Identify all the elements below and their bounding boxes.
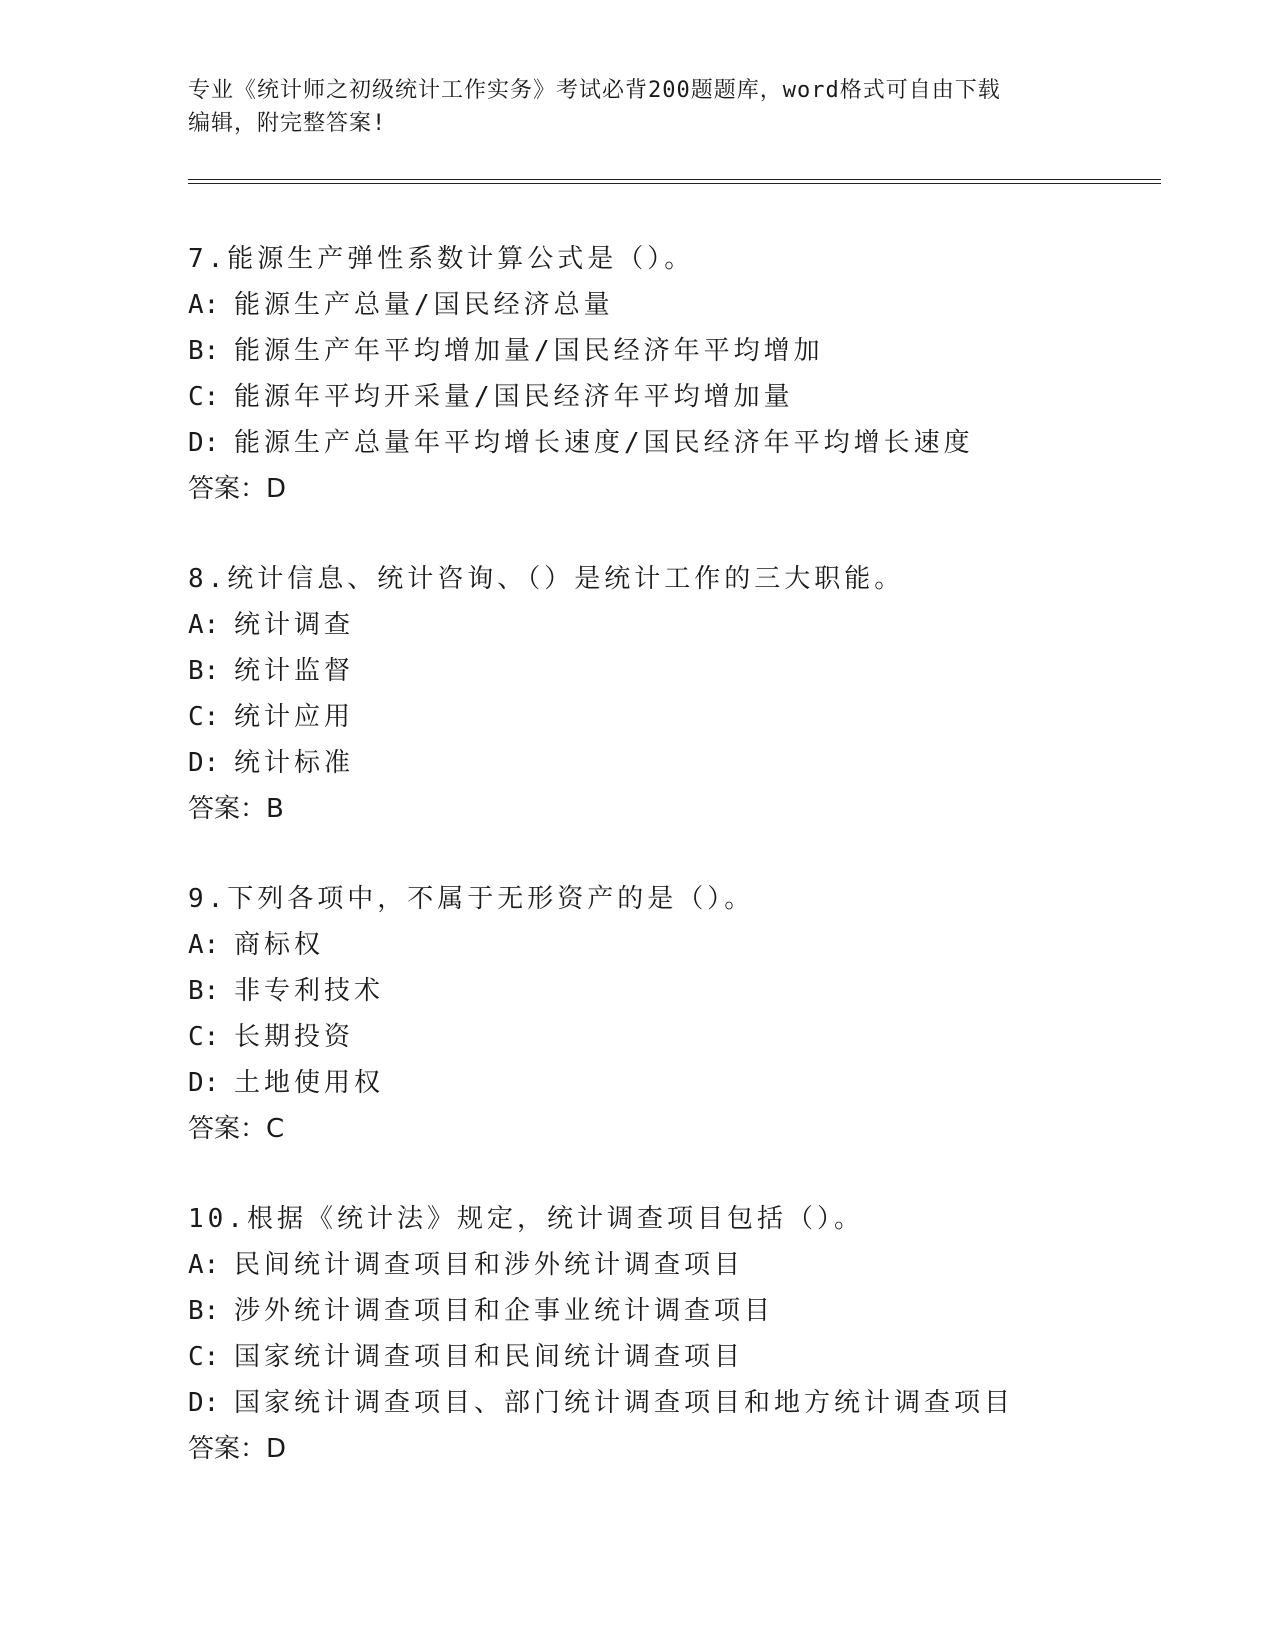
- option-b: [188, 1288, 1168, 1334]
- header-line-2: 编辑，附完整答案!: [188, 111, 387, 136]
- question-stem: 8.统计信息、统计咨询、（）是统计工作的三大职能。: [188, 564, 905, 594]
- option-letter: B:: [188, 1296, 220, 1326]
- question-9: [188, 876, 1168, 1196]
- option-letter: A:: [188, 610, 220, 640]
- question-stem: 9.下列各项中，不属于无形资产的是（）。: [188, 884, 755, 914]
- option-b: [188, 648, 1168, 694]
- answer-label: 答案：D: [188, 1434, 287, 1464]
- question-8: [188, 556, 1168, 876]
- option-letter: B:: [188, 336, 220, 366]
- question-7: [188, 236, 1168, 556]
- answer-label: 答案：C: [188, 1114, 285, 1144]
- question-list: [188, 236, 1168, 1516]
- question-stem: 10.根据《统计法》规定，统计调查项目包括（）。: [188, 1204, 864, 1234]
- option-c: [188, 1014, 1168, 1060]
- answer-label: 答案：D: [188, 474, 287, 504]
- answer-label: 答案：B: [188, 794, 284, 824]
- option-c: [188, 1334, 1168, 1380]
- option-a: [188, 602, 1168, 648]
- header-divider-bottom: [188, 183, 1161, 184]
- option-a: [188, 922, 1168, 968]
- option-letter: B:: [188, 976, 220, 1006]
- option-letter: A:: [188, 930, 220, 960]
- option-a: [188, 282, 1168, 328]
- option-letter: C:: [188, 382, 220, 412]
- header-line-1: 专业《统计师之初级统计工作实务》考试必背200题题库，word格式可自由下载: [188, 78, 1001, 103]
- option-c: [188, 694, 1168, 740]
- option-letter: B:: [188, 656, 220, 686]
- option-letter: A:: [188, 1250, 220, 1280]
- option-letter: D:: [188, 1068, 220, 1098]
- document-header: [188, 74, 1088, 140]
- option-letter: D:: [188, 1388, 220, 1418]
- option-d: [188, 740, 1168, 786]
- option-letter: A:: [188, 290, 220, 320]
- option-text: 统计调查: [234, 610, 355, 640]
- option-text: 统计标准: [234, 748, 355, 778]
- option-b: [188, 328, 1168, 374]
- option-text: 商标权: [234, 930, 325, 960]
- option-text: 统计应用: [234, 702, 355, 732]
- option-letter: C:: [188, 1022, 220, 1052]
- option-letter: D:: [188, 428, 220, 458]
- option-letter: C:: [188, 702, 220, 732]
- option-d: [188, 1060, 1168, 1106]
- option-d: [188, 420, 1168, 466]
- question-10: [188, 1196, 1168, 1516]
- option-b: [188, 968, 1168, 1014]
- option-text: 能源年平均开采量/国民经济年平均增加量: [234, 382, 794, 412]
- option-text: 统计监督: [234, 656, 355, 686]
- option-text: 能源生产总量/国民经济总量: [234, 290, 614, 320]
- option-a: [188, 1242, 1168, 1288]
- option-text: 土地使用权: [234, 1068, 385, 1098]
- option-letter: D:: [188, 748, 220, 778]
- option-text: 涉外统计调查项目和企事业统计调查项目: [234, 1296, 775, 1326]
- header-divider-top: [188, 179, 1161, 180]
- option-text: 非专利技术: [234, 976, 385, 1006]
- option-text: 能源生产年平均增加量/国民经济年平均增加: [234, 336, 824, 366]
- option-letter: C:: [188, 1342, 220, 1372]
- option-c: [188, 374, 1168, 420]
- option-d: [188, 1380, 1168, 1426]
- option-text: 长期投资: [234, 1022, 355, 1052]
- option-text: 能源生产总量年平均增长速度/国民经济年平均增长速度: [234, 428, 974, 458]
- option-text: 国家统计调查项目和民间统计调查项目: [234, 1342, 745, 1372]
- question-stem: 7.能源生产弹性系数计算公式是（）。: [188, 244, 695, 274]
- option-text: 民间统计调查项目和涉外统计调查项目: [234, 1250, 745, 1280]
- option-text: 国家统计调查项目、部门统计调查项目和地方统计调查项目: [234, 1388, 1015, 1418]
